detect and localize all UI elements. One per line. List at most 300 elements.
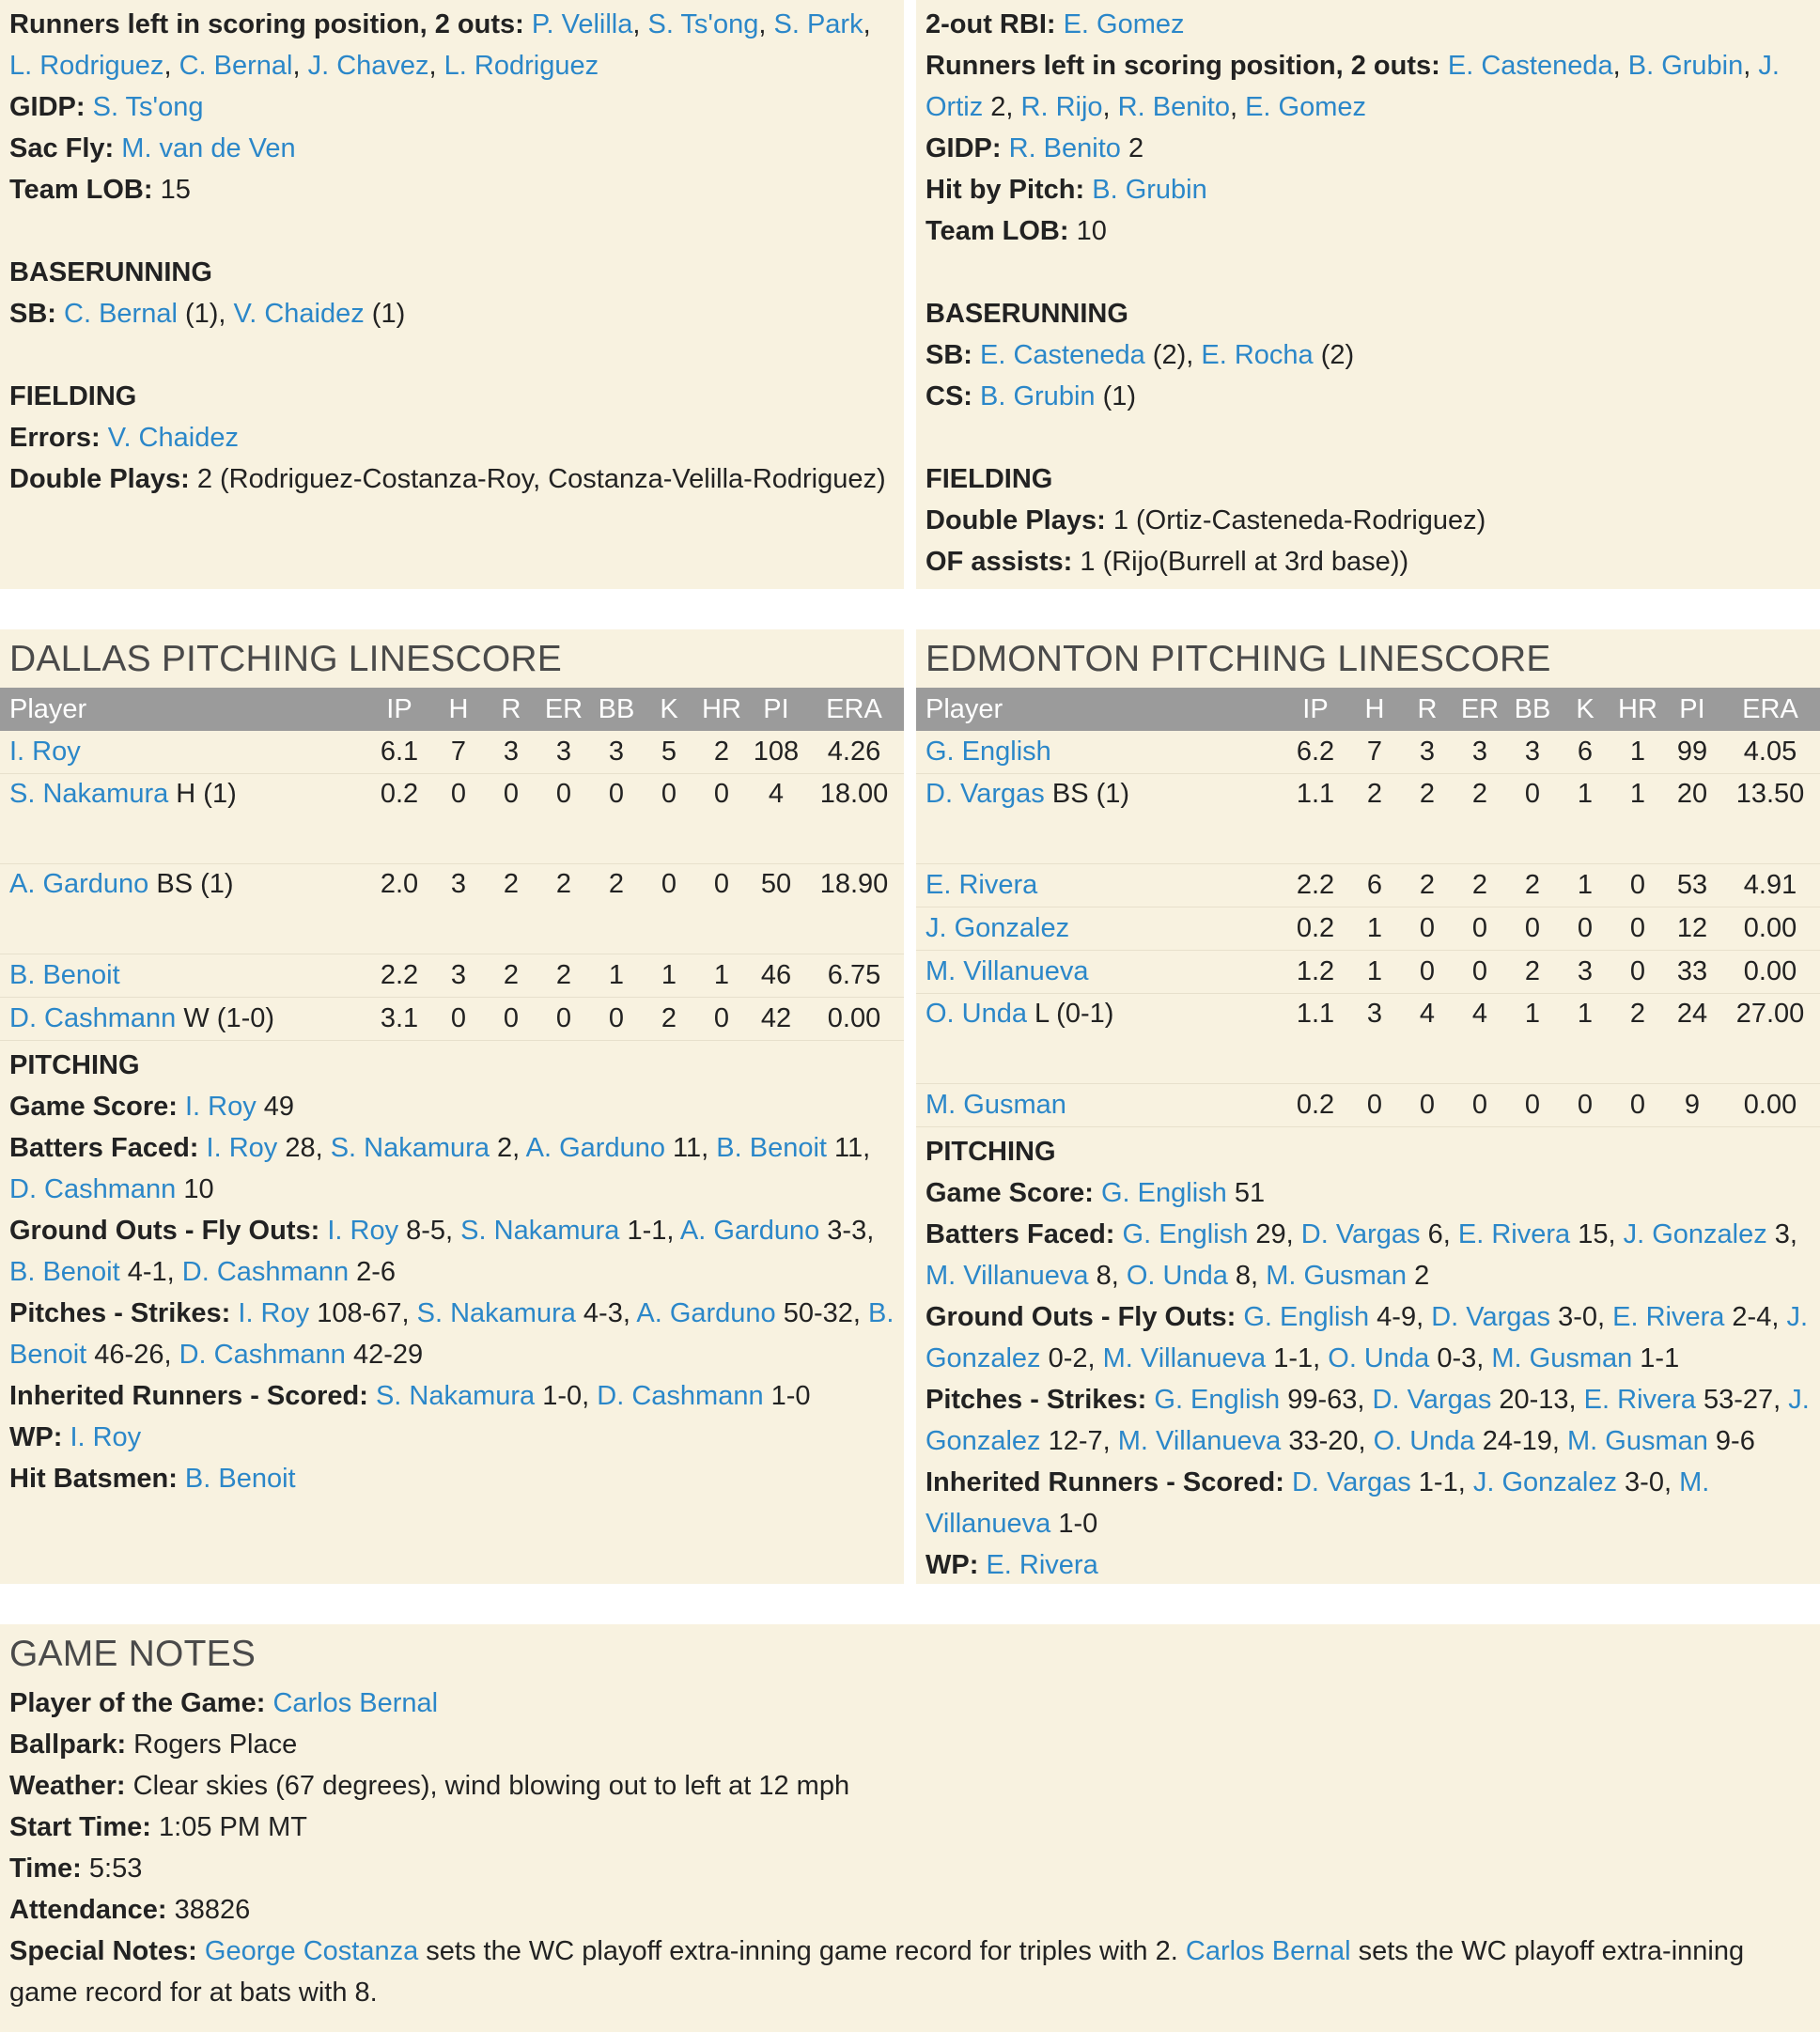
- note-text: [1002, 133, 1009, 163]
- note-text: 0-3,: [1429, 1343, 1492, 1373]
- note-line-ground-outs-fly-outs: [926, 1296, 1811, 1379]
- player-link[interactable]: E. Rivera: [1612, 1302, 1725, 1332]
- column-header-player[interactable]: Player: [9, 693, 87, 724]
- player-link[interactable]: O. Unda: [1373, 1426, 1475, 1456]
- note-line-hit-batsmen: [9, 1458, 894, 1499]
- player-link[interactable]: B. Grubin: [980, 381, 1096, 411]
- note-line-sb: [926, 334, 1811, 376]
- player-link[interactable]: D. Cashmann: [9, 1174, 177, 1204]
- table-row: [0, 998, 904, 1041]
- stat-cell: 53: [1664, 864, 1720, 907]
- player-link[interactable]: E. Rivera: [1457, 1219, 1571, 1249]
- player-link[interactable]: D. Cashmann: [181, 1257, 350, 1287]
- player-link[interactable]: G. English: [1122, 1219, 1249, 1249]
- note-text: Clear skies (67 degrees), wind blowing out to left at 12 mph: [125, 1771, 850, 1801]
- player-link[interactable]: D. Vargas: [1372, 1385, 1492, 1415]
- stat-cell: 33: [1664, 951, 1720, 994]
- game-notes-panel: [0, 1624, 1820, 2032]
- stat-cell: 1.1: [1283, 994, 1348, 1084]
- note-text: 33-20,: [1281, 1426, 1374, 1456]
- player-link[interactable]: M. Gusman: [1566, 1426, 1708, 1456]
- player-link[interactable]: O. Unda: [1328, 1343, 1430, 1373]
- note-text: 20-13,: [1491, 1385, 1584, 1415]
- table-row: [0, 954, 904, 998]
- note-text: 2 (Rodriguez-Costanza-Roy, Costanza-Velilla-Rodriguez): [189, 464, 886, 494]
- note-text: 1-0: [763, 1381, 811, 1411]
- player-cell: [916, 907, 1283, 951]
- stat-cell: 0: [590, 998, 643, 1041]
- stat-cell: 1.2: [1283, 951, 1348, 994]
- stat-cell: 0.00: [1720, 1084, 1820, 1127]
- note-text: 1-1,: [1410, 1467, 1473, 1497]
- note-text: 1-1,: [619, 1216, 680, 1246]
- note-text: sets the WC playoff extra-inning game record for at bats with 8.: [9, 1936, 1745, 2008]
- player-link[interactable]: M. Villanueva: [926, 1261, 1089, 1291]
- stat-cell: 0: [432, 774, 485, 864]
- player-link[interactable]: L. Rodriguez: [443, 51, 599, 81]
- stat-cell: 4.26: [804, 731, 904, 774]
- note-label: SB:: [9, 299, 56, 329]
- player-link[interactable]: E. Rivera: [1583, 1385, 1696, 1415]
- player-link[interactable]: E. Rivera: [986, 1550, 1098, 1580]
- player-link[interactable]: B. Grubin: [1627, 51, 1744, 81]
- column-header-k[interactable]: K: [660, 693, 678, 724]
- player-cell: [0, 998, 366, 1041]
- stat-cell: 3: [432, 864, 485, 954]
- player-cell: [0, 774, 366, 864]
- spacer: [926, 252, 1811, 293]
- player-link[interactable]: D. Cashmann: [179, 1340, 346, 1370]
- stat-cell: 1: [1348, 951, 1401, 994]
- player-link[interactable]: S. Nakamura: [330, 1133, 490, 1163]
- note-text: [198, 1133, 206, 1163]
- column-header-pi[interactable]: PI: [1679, 693, 1705, 724]
- note-text: 10: [176, 1174, 214, 1204]
- note-line-pitches-strikes: [9, 1293, 894, 1375]
- player-link[interactable]: S. Nakamura: [375, 1381, 536, 1411]
- column-header-pi[interactable]: PI: [763, 693, 789, 724]
- stat-cell: 7: [1348, 731, 1401, 774]
- player-link[interactable]: M. Villanueva: [926, 956, 1089, 986]
- stat-cell: 2: [485, 954, 537, 998]
- player-link[interactable]: E. Rocha: [1201, 340, 1314, 370]
- stat-cell: 0.2: [1283, 907, 1348, 951]
- player-link[interactable]: C. Bernal: [179, 51, 293, 81]
- note-text: [178, 1092, 185, 1122]
- stat-cell: 42: [748, 998, 804, 1041]
- note-text: 2,: [983, 92, 1021, 122]
- note-label: Special Notes:: [9, 1936, 197, 1966]
- table-row: [0, 731, 904, 774]
- stat-cell: 0.2: [366, 774, 432, 864]
- note-text: ,: [1102, 92, 1118, 122]
- note-text: 15,: [1570, 1219, 1624, 1249]
- stat-cell: 0.00: [1720, 951, 1820, 994]
- note-text: 8-5,: [398, 1216, 461, 1246]
- player-link[interactable]: D. Vargas: [1431, 1302, 1551, 1332]
- player-link[interactable]: G. English: [1154, 1385, 1281, 1415]
- note-label: Pitches - Strikes:: [926, 1385, 1147, 1415]
- stat-cell: 1: [695, 954, 748, 998]
- note-line-ground-outs-fly-outs: [9, 1210, 894, 1293]
- player-link[interactable]: G. English: [1243, 1302, 1370, 1332]
- stat-cell: 0.00: [804, 998, 904, 1041]
- player-link[interactable]: A. Garduno: [636, 1298, 776, 1328]
- note-text: 5:53: [81, 1854, 143, 1884]
- note-text: [1114, 1219, 1122, 1249]
- note-text: 28,: [277, 1133, 331, 1163]
- note-label: Ground Outs - Fly Outs:: [926, 1302, 1237, 1332]
- note-text: 108-67,: [309, 1298, 417, 1328]
- stat-cell: 0.00: [1720, 907, 1820, 951]
- note-line-errors: [9, 417, 894, 458]
- player-link[interactable]: M. van de Ven: [121, 133, 296, 163]
- stat-cell: 2: [537, 954, 590, 998]
- stat-cell: 4: [1454, 994, 1506, 1084]
- player-link[interactable]: B. Grubin: [1092, 175, 1207, 205]
- player-link[interactable]: M. Gusman: [1491, 1343, 1633, 1373]
- stat-cell: 3: [432, 954, 485, 998]
- decision-text: L (0-1): [1027, 999, 1114, 1029]
- note-text: [178, 1464, 185, 1494]
- player-cell: [0, 864, 366, 954]
- note-line-ballpark: [9, 1724, 1811, 1765]
- edmonton-batting-notes-panel: [916, 0, 1820, 589]
- player-link[interactable]: G. English: [1100, 1178, 1227, 1208]
- player-link[interactable]: S. Nakamura: [460, 1216, 620, 1246]
- note-line-weather: [9, 1765, 1811, 1807]
- stat-cell: 0: [485, 774, 537, 864]
- column-header-h[interactable]: H: [1364, 693, 1385, 724]
- stat-cell: 0: [1611, 1084, 1664, 1127]
- player-link[interactable]: A. Garduno: [679, 1216, 820, 1246]
- spacer: [9, 210, 894, 252]
- note-text: (1): [364, 299, 406, 329]
- dallas-batting-notes: [0, 0, 904, 500]
- note-label: FIELDING: [926, 464, 1053, 494]
- player-link[interactable]: B. Benoit: [9, 1298, 894, 1370]
- player-cell: [916, 774, 1283, 864]
- player-link[interactable]: O. Unda: [926, 999, 1027, 1029]
- player-link[interactable]: E. Casteneda: [1447, 51, 1613, 81]
- stat-cell: 3: [1506, 731, 1559, 774]
- note-label: WP:: [926, 1550, 979, 1580]
- stat-cell: 4: [1401, 994, 1454, 1084]
- column-header-hr[interactable]: HR: [702, 693, 741, 724]
- player-link[interactable]: R. Benito: [1008, 133, 1121, 163]
- column-header-k[interactable]: K: [1576, 693, 1594, 724]
- note-text: 2,: [489, 1133, 526, 1163]
- edmonton-pitching-heading: EDMONTON PITCHING LINESCORE: [926, 639, 1551, 679]
- player-link[interactable]: D. Vargas: [1291, 1467, 1411, 1497]
- player-link[interactable]: C. Bernal: [64, 299, 178, 329]
- note-text: 9-6: [1707, 1426, 1755, 1456]
- player-link[interactable]: J. Ortiz: [926, 51, 1780, 122]
- stat-cell: 6.75: [804, 954, 904, 998]
- note-text: ,: [632, 9, 648, 39]
- stat-cell: 5: [643, 731, 695, 774]
- stat-cell: 0: [1401, 951, 1454, 994]
- note-text: 1:05 PM MT: [150, 1812, 307, 1842]
- note-text: ,: [1229, 92, 1246, 122]
- player-link[interactable]: V. Chaidez: [233, 299, 365, 329]
- note-line-baserunning: [926, 293, 1811, 334]
- note-text: [1094, 1178, 1101, 1208]
- player-link[interactable]: S. Ts'ong: [92, 92, 204, 122]
- stat-cell: 3: [1454, 731, 1506, 774]
- stat-cell: 2.0: [366, 864, 432, 954]
- note-text: 99-63,: [1280, 1385, 1373, 1415]
- note-line-hit-by-pitch: [926, 169, 1811, 210]
- stat-cell: 46: [748, 954, 804, 998]
- player-link[interactable]: E. Casteneda: [980, 340, 1145, 370]
- column-header-h[interactable]: H: [448, 693, 469, 724]
- note-text: 10: [1068, 216, 1107, 246]
- player-link[interactable]: B. Benoit: [716, 1133, 827, 1163]
- player-link[interactable]: Carlos Bernal: [1185, 1936, 1351, 1966]
- note-text: ,: [863, 9, 871, 39]
- stat-cell: 0: [643, 774, 695, 864]
- table-row: [916, 907, 1820, 951]
- note-text: 1-1: [1632, 1343, 1680, 1373]
- note-label: Inherited Runners - Scored:: [926, 1467, 1284, 1497]
- column-header-era[interactable]: ERA: [826, 693, 882, 724]
- column-header-ip[interactable]: IP: [386, 693, 412, 724]
- note-label: Ground Outs - Fly Outs:: [9, 1216, 320, 1246]
- note-line-of-assists: [926, 541, 1811, 582]
- player-link[interactable]: E. Gomez: [1245, 92, 1367, 122]
- column-header-ip[interactable]: IP: [1302, 693, 1329, 724]
- note-text: 29,: [1248, 1219, 1301, 1249]
- note-text: 3-0,: [1616, 1467, 1680, 1497]
- player-link[interactable]: G. English: [926, 737, 1051, 767]
- decision-text: H (1): [168, 779, 237, 809]
- stat-cell: 6: [1559, 731, 1611, 774]
- player-link[interactable]: J. Gonzalez: [1623, 1219, 1767, 1249]
- stat-cell: 20: [1664, 774, 1720, 864]
- note-text: 11,: [826, 1133, 871, 1163]
- note-line-game-score: [926, 1172, 1811, 1214]
- note-text: [524, 9, 532, 39]
- player-cell: [916, 864, 1283, 907]
- player-link[interactable]: E. Gomez: [1063, 9, 1185, 39]
- stat-cell: 1: [590, 954, 643, 998]
- note-line-wp: [9, 1417, 894, 1458]
- stat-cell: 2: [1454, 864, 1506, 907]
- player-link[interactable]: M. Villanueva: [926, 1467, 1710, 1539]
- note-text: ,: [292, 51, 308, 81]
- column-header-er[interactable]: ER: [544, 693, 583, 724]
- player-link[interactable]: S. Nakamura: [9, 779, 169, 809]
- stat-cell: 0: [1401, 1084, 1454, 1127]
- player-link[interactable]: B. Benoit: [184, 1464, 296, 1494]
- note-text: 1-0: [1050, 1509, 1098, 1539]
- stat-cell: 2: [695, 731, 748, 774]
- player-link[interactable]: A. Garduno: [9, 869, 149, 899]
- note-text: 53-27,: [1695, 1385, 1789, 1415]
- stat-cell: 0: [537, 774, 590, 864]
- note-text: 49: [256, 1092, 295, 1122]
- player-link[interactable]: J. Gonzalez: [926, 1302, 1809, 1373]
- note-line-double-plays: [9, 458, 894, 500]
- note-line-inherited-runners-scored: [926, 1462, 1811, 1544]
- player-link[interactable]: R. Rijo: [1020, 92, 1103, 122]
- stat-cell: 0: [1506, 774, 1559, 864]
- note-text: 15: [152, 175, 191, 205]
- note-line-sb: [9, 293, 894, 334]
- note-text: 1 (Ortiz-Casteneda-Rodriguez): [1105, 505, 1486, 535]
- stat-cell: 0: [1454, 907, 1506, 951]
- player-link[interactable]: M. Gusman: [926, 1090, 1066, 1120]
- note-line-attendance: [9, 1889, 1811, 1931]
- note-text: [1284, 1467, 1292, 1497]
- column-header-r[interactable]: R: [501, 693, 521, 724]
- note-text: [1440, 51, 1448, 81]
- player-link[interactable]: D. Cashmann: [9, 1003, 177, 1033]
- edmonton-pitching-panel: [916, 629, 1820, 1584]
- stat-cell: 4.05: [1720, 731, 1820, 774]
- stat-cell: 6.2: [1283, 731, 1348, 774]
- player-link[interactable]: M. Villanueva: [1117, 1426, 1282, 1456]
- column-header-era[interactable]: ERA: [1742, 693, 1798, 724]
- note-text: 0-2,: [1040, 1343, 1103, 1373]
- note-line-team-lob: [926, 210, 1811, 252]
- player-link[interactable]: I. Roy: [238, 1298, 310, 1328]
- player-link[interactable]: D. Vargas: [1300, 1219, 1421, 1249]
- player-link[interactable]: L. Rodriguez: [9, 51, 164, 81]
- stat-cell: 2: [1348, 774, 1401, 864]
- stat-cell: 12: [1664, 907, 1720, 951]
- player-link[interactable]: R. Benito: [1117, 92, 1230, 122]
- stat-cell: 1: [643, 954, 695, 998]
- note-line-pitching: [9, 1045, 894, 1086]
- note-label: SB:: [926, 340, 972, 370]
- column-header-player[interactable]: Player: [926, 693, 1003, 724]
- stat-cell: 4: [748, 774, 804, 864]
- stat-cell: 1.1: [1283, 774, 1348, 864]
- stat-cell: 0: [1506, 907, 1559, 951]
- stat-cell: 0: [590, 774, 643, 864]
- player-link[interactable]: J. Gonzalez: [926, 1385, 1810, 1456]
- column-header-bb[interactable]: BB: [1514, 693, 1551, 724]
- column-header-r[interactable]: R: [1417, 693, 1438, 724]
- player-link[interactable]: J. Gonzalez: [926, 913, 1070, 943]
- player-link[interactable]: D. Cashmann: [597, 1381, 764, 1411]
- player-link[interactable]: V. Chaidez: [107, 423, 239, 453]
- note-text: 4-3,: [575, 1298, 637, 1328]
- stat-cell: 6.1: [366, 731, 432, 774]
- player-link[interactable]: George Costanza: [204, 1936, 419, 1966]
- note-text: ,: [1612, 51, 1628, 81]
- stat-cell: 2: [1611, 994, 1664, 1084]
- note-line-start-time: [9, 1807, 1811, 1848]
- stat-cell: 1: [1559, 864, 1611, 907]
- note-label: Game Score:: [926, 1178, 1094, 1208]
- stat-cell: 0: [1506, 1084, 1559, 1127]
- player-link[interactable]: I. Roy: [206, 1133, 278, 1163]
- edmonton-pitching-notes: [916, 1127, 1820, 1586]
- column-header-hr[interactable]: HR: [1618, 693, 1657, 724]
- player-link[interactable]: I. Roy: [70, 1422, 142, 1452]
- stat-cell: 2: [1506, 864, 1559, 907]
- player-link[interactable]: I. Roy: [9, 737, 81, 767]
- player-link[interactable]: D. Vargas: [926, 779, 1045, 809]
- player-link[interactable]: E. Rivera: [926, 870, 1038, 900]
- note-line-special-notes: [9, 1931, 1811, 2013]
- column-header-er[interactable]: ER: [1460, 693, 1500, 724]
- player-link[interactable]: I. Roy: [184, 1092, 257, 1122]
- note-text: (2),: [1144, 340, 1202, 370]
- dallas-pitching-notes: [0, 1041, 904, 1499]
- note-text: (1),: [177, 299, 234, 329]
- note-label: Inherited Runners - Scored:: [9, 1381, 368, 1411]
- player-link[interactable]: M. Gusman: [1266, 1261, 1408, 1291]
- column-header-bb[interactable]: BB: [598, 693, 635, 724]
- note-text: 4-9,: [1369, 1302, 1432, 1332]
- note-text: 46-26,: [86, 1340, 179, 1370]
- stat-cell: 2: [537, 864, 590, 954]
- player-link[interactable]: J. Chavez: [307, 51, 429, 81]
- note-label: Weather:: [9, 1771, 126, 1801]
- player-link[interactable]: I. Roy: [327, 1216, 399, 1246]
- decision-text: W (1-0): [176, 1003, 275, 1033]
- dallas-pitching-heading: DALLAS PITCHING LINESCORE: [9, 639, 562, 679]
- player-link[interactable]: M. Villanueva: [1102, 1343, 1267, 1373]
- note-label: Time:: [9, 1854, 82, 1884]
- note-line-gidp: [926, 128, 1811, 169]
- note-label: Player of the Game:: [9, 1688, 266, 1718]
- note-label: Batters Faced:: [9, 1133, 199, 1163]
- note-text: 1 (Rijo(Burrell at 3rd base)): [1072, 547, 1409, 577]
- note-label: GIDP:: [9, 92, 86, 122]
- player-link[interactable]: O. Unda: [1126, 1261, 1228, 1291]
- player-link[interactable]: S. Park: [773, 9, 863, 39]
- note-text: 50-32,: [775, 1298, 869, 1328]
- player-cell: [916, 1084, 1283, 1127]
- stat-cell: 1: [1348, 907, 1401, 951]
- note-text: (2): [1313, 340, 1355, 370]
- dallas-pitching-table: [0, 688, 904, 1041]
- note-label: Errors:: [9, 423, 101, 453]
- note-text: Rogers Place: [126, 1730, 298, 1760]
- stat-cell: 2.2: [366, 954, 432, 998]
- note-label: OF assists:: [926, 547, 1073, 577]
- player-link[interactable]: A. Garduno: [525, 1133, 665, 1163]
- note-text: [197, 1936, 205, 1966]
- stat-cell: 6: [1348, 864, 1401, 907]
- player-link[interactable]: B. Benoit: [9, 1257, 120, 1287]
- player-link[interactable]: Carlos Bernal: [272, 1688, 439, 1718]
- dallas-batting-notes-panel: [0, 0, 904, 589]
- game-notes-heading: GAME NOTES: [9, 1634, 257, 1674]
- stat-cell: 0: [695, 998, 748, 1041]
- stat-cell: 3.1: [366, 998, 432, 1041]
- note-line-game-score: [9, 1086, 894, 1127]
- player-link[interactable]: J. Gonzalez: [1472, 1467, 1617, 1497]
- player-link[interactable]: P. Velilla: [531, 9, 633, 39]
- note-line-sac-fly: [9, 128, 894, 169]
- note-line-runners-left-in-scoring-position-2-outs: [9, 4, 894, 86]
- edmonton-pitching-header-row: [916, 688, 1820, 731]
- player-link[interactable]: S. Ts'ong: [647, 9, 759, 39]
- player-link[interactable]: S. Nakamura: [416, 1298, 576, 1328]
- note-label: Game Score:: [9, 1092, 178, 1122]
- stat-cell: 108: [748, 731, 804, 774]
- note-label: PITCHING: [9, 1050, 140, 1080]
- stat-cell: 3: [1348, 994, 1401, 1084]
- player-link[interactable]: B. Benoit: [9, 960, 120, 990]
- note-label: Team LOB:: [9, 175, 153, 205]
